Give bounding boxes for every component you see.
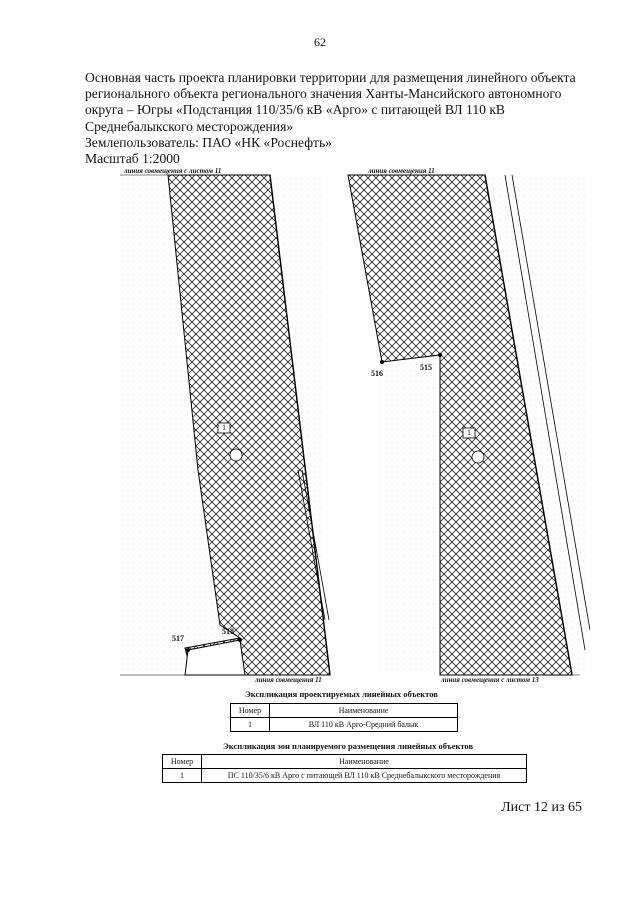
right-top-match-line-label: линия совмещения 11 [368, 167, 435, 175]
header-line: округа – Югры «Подстанция 110/35/6 кВ «Арго» с питающей ВЛ 110 кВ [85, 102, 505, 118]
page-number: 62 [314, 35, 326, 49]
header-line: регионального объекта регионального значения Ханты-Мансийского автономного [85, 86, 562, 102]
point-label-518: 518 [222, 627, 234, 636]
scale: Масштаб 1:2000 [85, 151, 180, 167]
right-map-panel [348, 175, 590, 675]
column-header: Наименование [202, 755, 527, 769]
column-header: Номер [163, 755, 202, 769]
column-header: Номер [231, 704, 270, 718]
document-header [85, 70, 576, 167]
left-bottom-match-line-label: линия совмещения 11 [255, 676, 322, 684]
table1-title: Экспликация проектируемых линейных объектов [245, 689, 438, 699]
land-user: Землепользователь: ПАО «НК «Роснефть» [85, 134, 332, 150]
table-placement-zones [162, 754, 527, 783]
sheet-number: Лист 12 из 65 [501, 800, 582, 815]
header-line: Среднебалыкского месторождения» [85, 118, 294, 134]
table-cell: ВЛ 110 кВ Арго-Средний балык [270, 718, 458, 732]
table-row [231, 718, 458, 732]
table-row [163, 769, 527, 783]
point-label-516: 516 [371, 369, 383, 378]
left-top-match-line-label: линия совмещения с листом 11 [124, 167, 222, 175]
table-projected-objects [230, 703, 458, 732]
object-number-marker-left: 1 [222, 423, 226, 432]
table-cell: 1 [163, 769, 202, 783]
point-label-517: 517 [172, 634, 184, 643]
table-cell: 1 [231, 718, 270, 732]
header-line: Основная часть проекта планировки территории для размещения линейного объекта [85, 70, 576, 85]
planning-map [120, 170, 590, 690]
table2-title: Экспликация зон планируемого размещения линейных объектов [223, 741, 474, 751]
column-header: Наименование [270, 704, 458, 718]
table-cell: ПС 110/35/6 кВ Арго с питающей ВЛ 110 кВ Среднебалыкского месторождения [202, 769, 527, 783]
object-number-marker-right: 1 [467, 428, 471, 437]
right-bottom-match-line-label: линия совмещения с листом 13 [441, 676, 539, 684]
point-label-515: 515 [420, 363, 432, 372]
